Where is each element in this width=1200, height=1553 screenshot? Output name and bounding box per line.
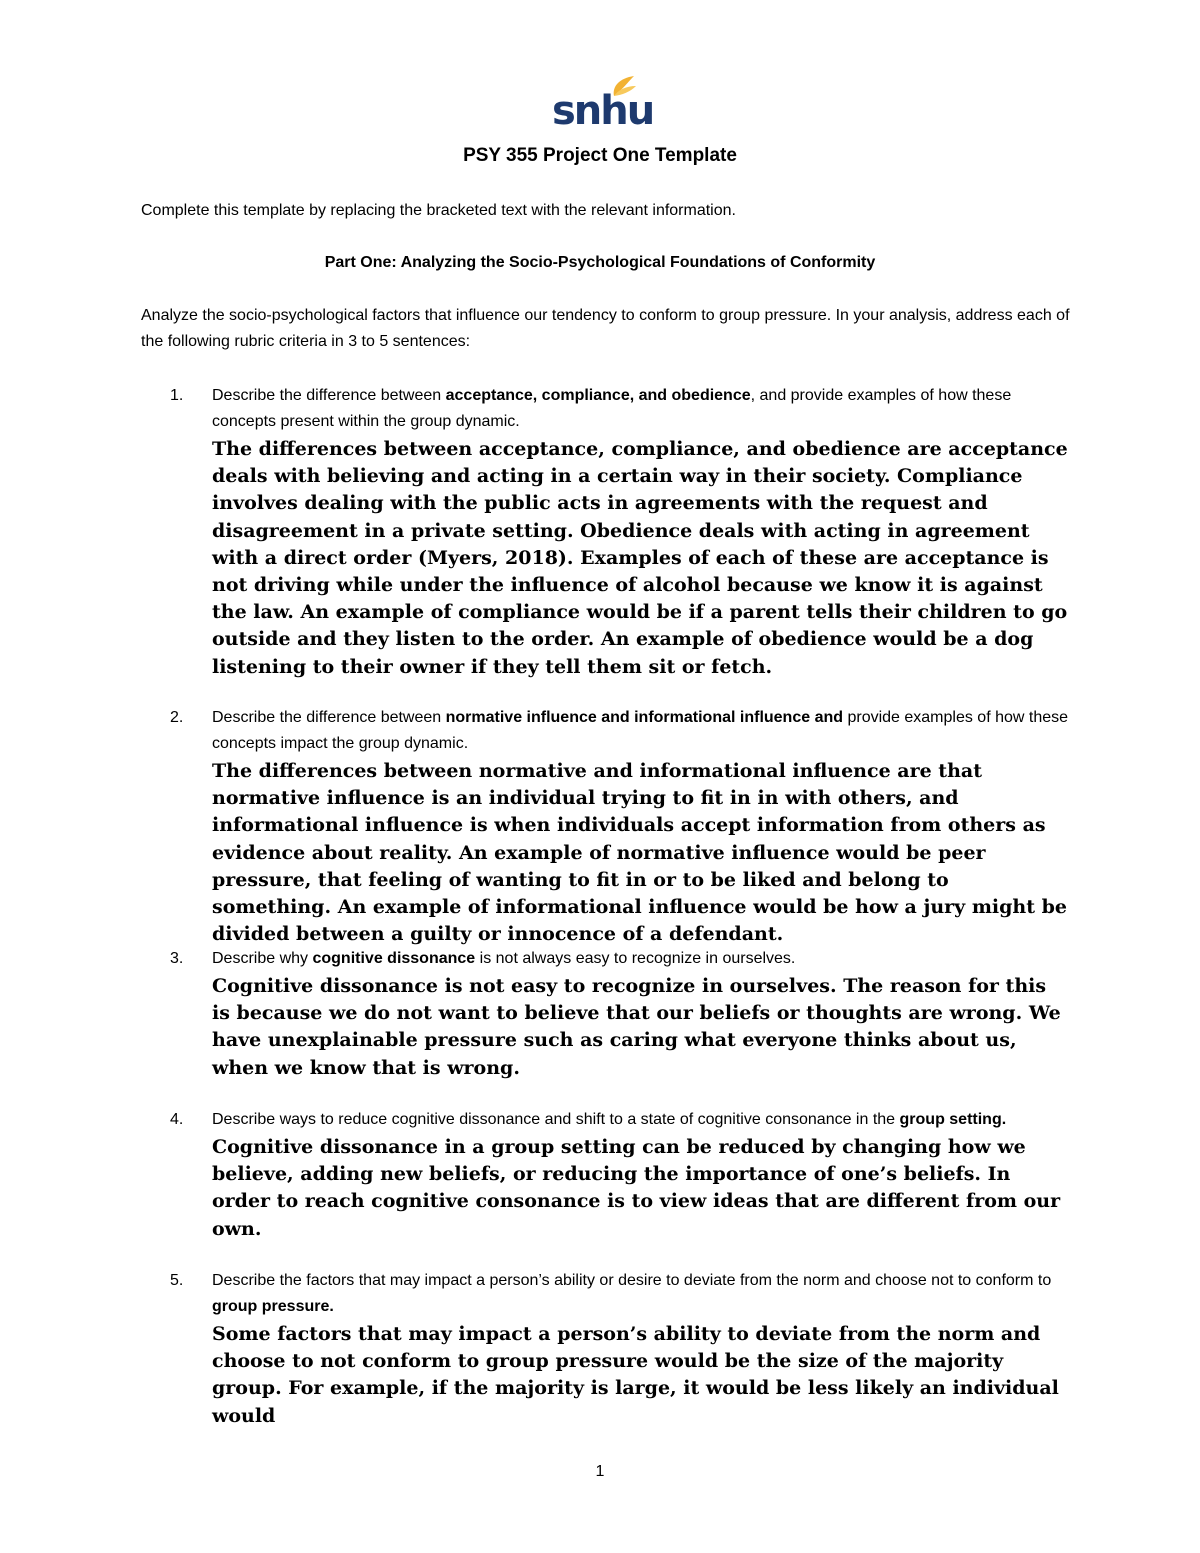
prompt-bold-text: acceptance, compliance, and obedience [445, 387, 751, 404]
analysis-intro: Analyze the socio-psychological factors that influence our tendency to conform to group pressure. In your analysis, address each of the following rubric criteria in 3 to 5 sentences: [141, 307, 1070, 350]
item-prompt [212, 705, 1070, 757]
list-item-3 [170, 946, 1070, 1082]
item-answer: The differences between normative and informational influence are that normative influence is an individual trying to fit in in with others, and informational influence is when individuals accept information from others as evidence about reality. An example of normative influence would be peer pressure, that feeling of wanting to fit in or to be liked and belong to something. An example of informational influence would be how a jury might be divided between a guilty or innocence of a defendant. [212, 760, 1067, 946]
list-item-1 [170, 383, 1070, 681]
item-answer: Some factors that may impact a person’s ability to deviate from the norm and choose to not conform to group pressure would be the size of the majority group. For example, if the majority is large, it would be less likely an individual would [212, 1323, 1059, 1427]
prompt-bold-text: group pressure. [212, 1298, 334, 1315]
item-answer: The differences between acceptance, compliance, and obedience are acceptance deals with believing and acting in a certain way in their society. Compliance involves dealing with the public acts in agreements with the request and disagreement in a private setting. Obedience deals with acting in agreement with a direct order (Myers, 2018). Examples of each of these are acceptance is not driving while under the influence of alcohol because we know it is against the law. An example of compliance would be if a parent tells their children to go outside and they listen to the order. An example of obedience would be a dog listening to their owner if they tell them sit or fetch. [212, 438, 1068, 678]
item-answer: Cognitive dissonance is not easy to recognize in ourselves. The reason for this is because we do not want to believe that our beliefs or thoughts are wrong. We have unexplainable pressure such as caring what everyone thinks about us, when we know that is wrong. [212, 975, 1061, 1079]
prompt-text: Describe the difference between [212, 709, 446, 726]
prompt-bold-text: cognitive dissonance [312, 950, 476, 967]
prompt-text: provide examples of how these concepts impact the group dynamic. [212, 709, 1069, 752]
prompt-text: Describe ways to reduce cognitive dissonance and shift to a state of cognitive consonance in the [212, 1111, 900, 1128]
intro-text: Complete this template by replacing the bracketed text with the relevant information. [141, 202, 736, 219]
prompt-text: Describe why [212, 950, 313, 967]
item-prompt [212, 1107, 1070, 1133]
item-number: 3. [170, 950, 184, 967]
logo-wordmark: snhu [552, 88, 654, 134]
prompt-text: Describe the factors that may impact a person’s ability or desire to deviate from the norm and choose not to conform to [212, 1272, 1052, 1289]
prompt-text: is not always easy to recognize in ourselves. [475, 950, 796, 967]
item-prompt [212, 946, 1070, 972]
list-item-5 [170, 1268, 1070, 1430]
part-one-heading: Part One: Analyzing the Socio-Psychological Foundations of Conformity [324, 254, 876, 271]
item-number: 2. [170, 709, 184, 726]
page-number: 1 [595, 1463, 605, 1480]
prompt-bold-text: group setting. [899, 1111, 1007, 1128]
item-number: 5. [170, 1272, 184, 1289]
list-item-4 [170, 1107, 1070, 1243]
prompt-text: Describe the difference between [212, 387, 446, 404]
item-number: 1. [170, 387, 184, 404]
list-item-2 [170, 705, 1070, 948]
prompt-text: , and provide examples of how these concepts present within the group dynamic. [212, 387, 1012, 430]
item-prompt [212, 383, 1070, 435]
snhu-logo [552, 74, 654, 136]
item-answer: Cognitive dissonance in a group setting can be reduced by changing how we believe, adding new beliefs, or reducing the importance of one’s beliefs. In order to reach cognitive consonance is to view ideas that are different from our own. [212, 1136, 1061, 1240]
item-number: 4. [170, 1111, 184, 1128]
prompt-bold-text: normative influence and informational influence and [445, 709, 844, 726]
item-prompt [212, 1268, 1070, 1320]
page-title: PSY 355 Project One Template [463, 145, 737, 166]
